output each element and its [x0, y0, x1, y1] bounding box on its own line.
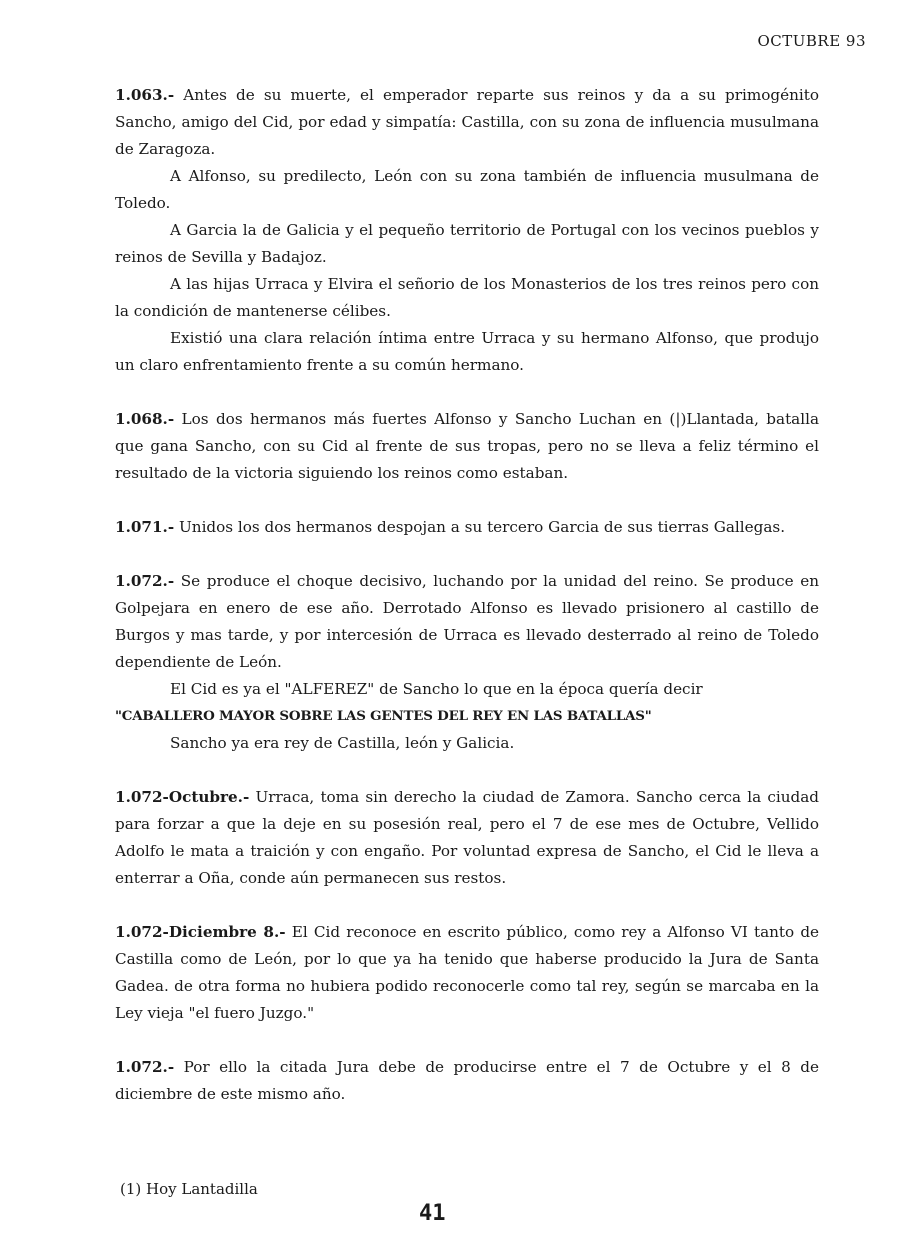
entry-date: 1.072.-: [115, 1058, 175, 1076]
entry-1072-jura: [115, 1054, 819, 1108]
entry-text: Unidos los dos hermanos despojan a su tercero Garcia de sus tierras Gallegas.: [178, 518, 786, 536]
paragraph: El Cid es ya el "ALFEREZ" de Sancho lo que en la época quería decir: [170, 680, 703, 698]
entry-text: Por ello la citada Jura debe de producirse entre el 7 de Octubre y el 8 de diciembre de este mismo año.: [115, 1058, 819, 1103]
entry-text: Se produce el choque decisivo, luchando por la unidad del reino. Se produce en Golpejara en enero de ese año. Derrotado Alfonso es llevado prisionero al castillo de Burgos y mas tarde, y por intercesión de Urraca es llevado desterrado al reino de Toledo dependiente de León.: [115, 572, 819, 671]
page-number: 41: [419, 1201, 446, 1226]
entry-1071: [115, 514, 819, 541]
entry-1063: [115, 82, 819, 379]
entry-date: 1.072-Diciembre 8.-: [115, 923, 286, 941]
entry-1072: [115, 568, 819, 757]
entry-date: 1.071.-: [115, 518, 175, 536]
paragraph: A las hijas Urraca y Elvira el señorio de los Monasterios de los tres reinos pero con la condición de mantenerse célibes.: [115, 275, 819, 320]
document-body: [115, 82, 819, 1135]
entry-1072-octubre: [115, 784, 819, 892]
entry-date: 1.063.-: [115, 86, 175, 104]
entry-date: 1.068.-: [115, 410, 175, 428]
entry-1072-diciembre: [115, 919, 819, 1027]
emphasis-line: "CABALLERO MAYOR SOBRE LAS GENTES DEL REY EN LAS BATALLAS": [115, 708, 652, 724]
entry-date: 1.072.-: [115, 572, 175, 590]
paragraph: A Alfonso, su predilecto, León con su zona también de influencia musulmana de Toledo.: [115, 167, 819, 212]
entry-date: 1.072-Octubre.-: [115, 788, 250, 806]
paragraph: Existió una clara relación íntima entre Urraca y su hermano Alfonso, que produjo un claro enfrentamiento frente a su común hermano.: [115, 329, 819, 374]
footnote: (1) Hoy Lantadilla: [120, 1180, 258, 1198]
page-header: OCTUBRE 93: [757, 32, 866, 50]
entry-1068: [115, 406, 819, 487]
entry-text: Urraca, toma sin derecho la ciudad de Zamora. Sancho cerca la ciudad para forzar a que la deje en su posesión real, pero el 7 de ese mes de Octubre, Vellido Adolfo le mata a traición y con engaño. Por voluntad expresa de Sancho, el Cid le lleva a enterrar a Oña, conde aún permanecen sus restos.: [115, 788, 820, 887]
entry-text: Los dos hermanos más fuertes Alfonso y Sancho Luchan en (|)Llantada, batalla que gana Sancho, con su Cid al frente de sus tropas, pero no se lleva a feliz término el resultado de la victoria siguiendo los reinos como estaban.: [115, 410, 820, 482]
paragraph: Sancho ya era rey de Castilla, león y Galicia.: [170, 734, 515, 752]
entry-text: El Cid reconoce en escrito público, como rey a Alfonso VI tanto de Castilla como de León, por lo que ya ha tenido que haberse producido la Jura de Santa Gadea. de otra forma no hubiera podido reconocerle como tal rey, según se marcaba en la Ley vieja "el fuero Juzgo.": [115, 923, 820, 1022]
entry-text: Antes de su muerte, el emperador reparte sus reinos y da a su primogénito Sancho, amigo del Cid, por edad y simpatía: Castilla, con su zona de influencia musulmana de Zaragoza.: [115, 86, 820, 158]
paragraph: A Garcia la de Galicia y el pequeño territorio de Portugal con los vecinos pueblos y reinos de Sevilla y Badajoz.: [115, 221, 819, 266]
